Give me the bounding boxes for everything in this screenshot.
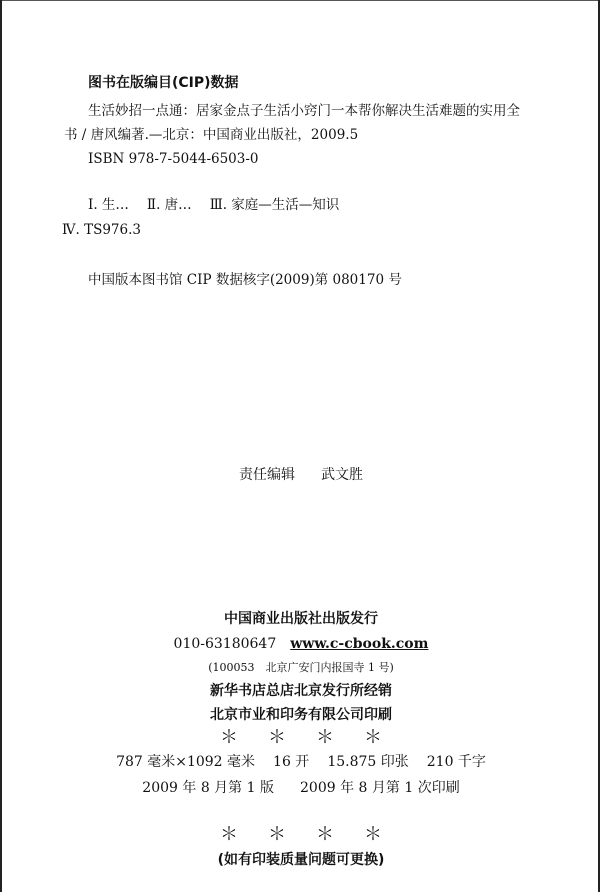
publisher-line: 中国商业出版社出版发行 [224, 611, 378, 627]
editor-label: 责任编辑 [239, 467, 295, 483]
publisher-website: www.c-cbook.com [290, 636, 429, 652]
cip-heading: 图书在版编目(CIP)数据 [88, 75, 239, 91]
edition-line [0, 779, 602, 797]
separator-stars-1: ＊＊＊＊ [220, 727, 412, 748]
publisher-phone: 010-63180647 [173, 636, 277, 652]
editor-line [0, 466, 602, 484]
spec-printing: 2009 年 8 月第 1 次印刷 [300, 780, 460, 796]
quality-notice: (如有印装质量问题可更换) [217, 852, 385, 868]
spec-sheets: 15.875 印张 [327, 754, 409, 770]
separator-stars-2: ＊＊＊＊ [220, 824, 412, 845]
cip-record-number: 中国版本图书馆 CIP 数据核字(2009)第 080170 号 [88, 272, 402, 288]
spec-folio: 16 开 [273, 754, 310, 770]
spec-words: 210 千字 [426, 754, 486, 770]
publisher-contact [0, 635, 602, 653]
cip-subject-3: Ⅲ. 家庭—生活—知识 [209, 197, 340, 213]
cip-subject-2: Ⅱ. 唐… [146, 197, 192, 213]
editor-name: 武文胜 [321, 467, 363, 483]
cip-isbn: ISBN 978-7-5044-6503-0 [88, 151, 259, 167]
spec-format: 787 毫米×1092 毫米 [116, 754, 256, 770]
cip-title-line-1: 生活妙招一点通：居家金点子生活小窍门一本帮你解决生活难题的实用全 [88, 103, 520, 119]
specs-line [0, 753, 602, 771]
cip-subjects [88, 196, 339, 214]
distributor-line: 新华书店总店北京发行所经销 [210, 683, 392, 699]
publisher-address: (100053 北京广安门内报国寺 1 号) [208, 661, 394, 674]
page-top-border [0, 0, 600, 1]
cip-title-line-2: 书 / 唐风编著.—北京：中国商业出版社，2009.5 [64, 127, 359, 143]
cip-classification: Ⅳ. TS976.3 [62, 222, 141, 238]
cip-subject-1: Ⅰ. 生… [88, 197, 129, 213]
spec-edition: 2009 年 8 月第 1 版 [142, 780, 274, 796]
printer-line: 北京市业和印务有限公司印刷 [210, 707, 392, 723]
